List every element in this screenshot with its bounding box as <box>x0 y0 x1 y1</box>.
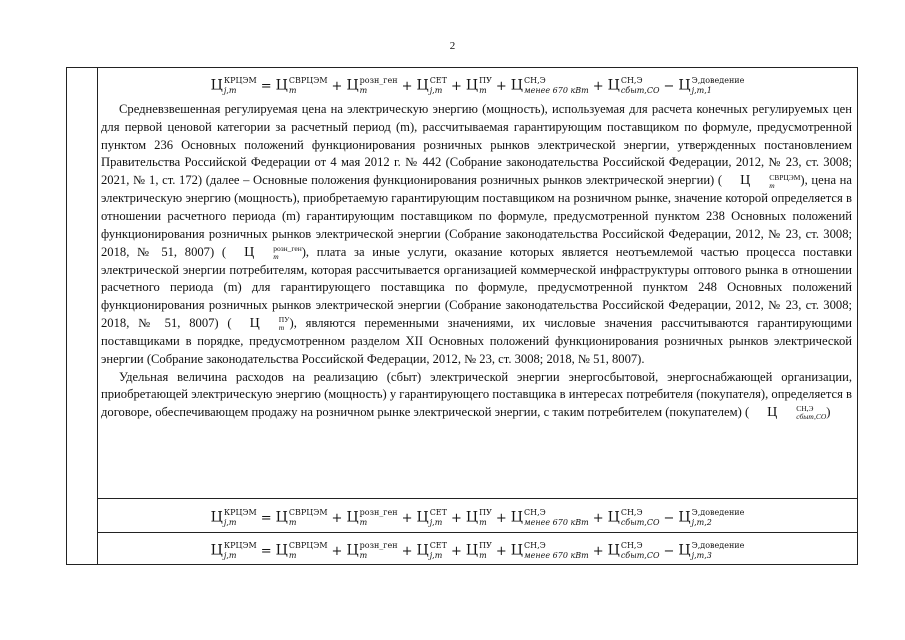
minus-sign: − <box>663 510 675 526</box>
formula-lhs-symbol: Ц КРЦЭМ j,m <box>210 541 257 560</box>
formula-term-symbol: Ц СЕТ j,m <box>416 76 447 95</box>
formula-term-symbol: Ц СН,Э менее 670 кВт <box>510 508 589 527</box>
formula-term-symbol: Ц СН,Э менее 670 кВт <box>510 541 589 560</box>
equals-sign: = <box>260 78 272 94</box>
formula-term-symbol: Ц СЕТ j,m <box>416 508 447 527</box>
plus-sign: + <box>592 543 604 559</box>
inline-price-symbol: Ц розн_ген m <box>244 243 302 261</box>
table-row-formula-2 <box>98 498 857 533</box>
formula-term-symbol: Ц ПУ m <box>465 508 492 527</box>
formula-term-symbol: Ц ПУ m <box>465 541 492 560</box>
formula-term-symbol: Ц СН,Э сбыт,СО <box>607 541 660 560</box>
plus-sign: + <box>331 543 343 559</box>
formula-term-symbol: Ц розн_ген m <box>346 508 398 527</box>
symbol-sbyt-so <box>749 404 827 422</box>
inline-price-symbol: Ц СН,Э сбыт,СО <box>767 404 827 422</box>
plus-sign: + <box>401 78 413 94</box>
formula-term-symbol: Ц СН,Э сбыт,СО <box>607 508 660 527</box>
plus-sign: + <box>592 78 604 94</box>
formula-term-symbol: Ц Э,доведение j,m,2 <box>678 508 745 527</box>
formula-term-symbol: Ц СВРЦЭМ m <box>275 508 328 527</box>
formula-lhs-symbol: Ц КРЦЭМ j,m <box>210 76 257 95</box>
formula-3 <box>98 541 857 561</box>
plus-sign: + <box>495 543 507 559</box>
formula-2 <box>98 508 857 528</box>
paragraph-1-part-4: ), являются переменными значениями, их числовые значения рассчитываются гарантирующими поставщиками в порядке, предусмотренном разделом XII Основных положений функционирования розничных рынков электрической энергии (Собрание законодательства Российской Федерации, 2012, № 23, ст. 3008; 2018, № 51, 8007). <box>101 315 853 366</box>
formula-term-symbol: Ц СЕТ j,m <box>416 541 447 560</box>
page-number: 2 <box>449 40 456 52</box>
inline-price-symbol: Ц ПУ m <box>249 315 290 333</box>
inline-price-symbol: Ц СВРЦЭМ m <box>740 172 801 190</box>
symbol-pu <box>232 315 290 333</box>
formula-term-symbol: Ц ПУ m <box>465 76 492 95</box>
equals-sign: = <box>260 543 272 559</box>
plus-sign: + <box>450 543 462 559</box>
paragraph-2 <box>98 369 857 423</box>
formula-term-symbol: Ц СН,Э менее 670 кВт <box>510 76 589 95</box>
plus-sign: + <box>495 510 507 526</box>
minus-sign: − <box>663 78 675 94</box>
formula-term-symbol: Ц розн_ген m <box>346 76 398 95</box>
plus-sign: + <box>450 78 462 94</box>
equals-sign: = <box>260 510 272 526</box>
plus-sign: + <box>450 510 462 526</box>
plus-sign: + <box>331 510 343 526</box>
minus-sign: − <box>663 543 675 559</box>
paragraph-1-part-1: Средневзвешенная регулируемая цена на электрическую энергию (мощность), используемая для расчета конечных регулируемых цен для первой ценовой категории за расчетный период (m), рассчитываемая гарантирующим поставщиком по формуле, предусмотренной пунктом 236 Основных положений функционирования розничных рынков электрической энергии, утвержденных постановлением Правительства Российской Федерации от 4 мая 2012 г. № 442 (Собрание законодательства Российской Федерации, 2012, № 23, ст. 3008; 2021, № 1, ст. 172) (далее – Основные положения функционирования розничных рынков электрической энергии) ( <box>101 102 852 188</box>
formula-term-symbol: Ц Э,доведение j,m,1 <box>678 76 745 95</box>
table-row-formula-3 <box>98 532 857 566</box>
table-row-main <box>98 68 857 498</box>
symbol-rozn-gen <box>226 245 302 259</box>
plus-sign: + <box>495 78 507 94</box>
paragraph-1-part-2: ), цена на электрическую энергию (мощность), приобретаемую гарантирующим поставщиком на розничном рынке, значение которой определяется в отношении расчетного периода (m) гарантирующим поставщиком по формуле, предусмотренной пунктом 238 Основных положений функционирования розничных рынков электрической энергии (Собрание законодательства Российской Федерации, 2012, № 23, ст. 3008; 2018, № 51, 8007) ( <box>101 173 852 259</box>
table-frame <box>66 67 858 565</box>
paragraph-2-part-2: ) <box>826 405 831 420</box>
formula-1 <box>98 76 857 96</box>
paragraph-2-part-1: Удельная величина расходов на реализацию (сбыт) электрической энергии энергосбытовой, энергоснабжающей организации, приобретающей электрическую энергию (мощность) у гарантирующего поставщика в интересах потребителя (покупателя), определяется в договоре, обеспечивающем продажу на розничном рынке электрической энергии, с таким потребителем (покупателем) ( <box>101 369 852 420</box>
paragraph-1-part-3: ), плата за иные услуги, оказание которых является неотъемлемой частью процесса поставки электрической энергии потребителям, которая рассчитывается организацией коммерческой инфраструктуры оптового рынка в отношении расчетного периода (m) для гарантирующего поставщика по формуле, предусмотренной пунктом 248 Основных положений функционирования розничных рынков электрической энергии (Собрание законодательства Российской Федерации, 2012, № 23, ст. 3008; 2018, № 51, 8007) ( <box>101 244 852 330</box>
paragraph-1 <box>98 101 857 369</box>
plus-sign: + <box>592 510 604 526</box>
formula-term-symbol: Ц розн_ген m <box>346 541 398 560</box>
plus-sign: + <box>331 78 343 94</box>
table-content-column <box>98 68 857 564</box>
formula-term-symbol: Ц СВРЦЭМ m <box>275 76 328 95</box>
plus-sign: + <box>401 510 413 526</box>
formula-term-symbol: Ц Э,доведение j,m,3 <box>678 541 745 560</box>
formula-term-symbol: Ц СВРЦЭМ m <box>275 541 328 560</box>
formula-lhs-symbol: Ц КРЦЭМ j,m <box>210 508 257 527</box>
formula-term-symbol: Ц СН,Э сбыт,СО <box>607 76 660 95</box>
symbol-svrcem <box>722 172 801 190</box>
plus-sign: + <box>401 543 413 559</box>
